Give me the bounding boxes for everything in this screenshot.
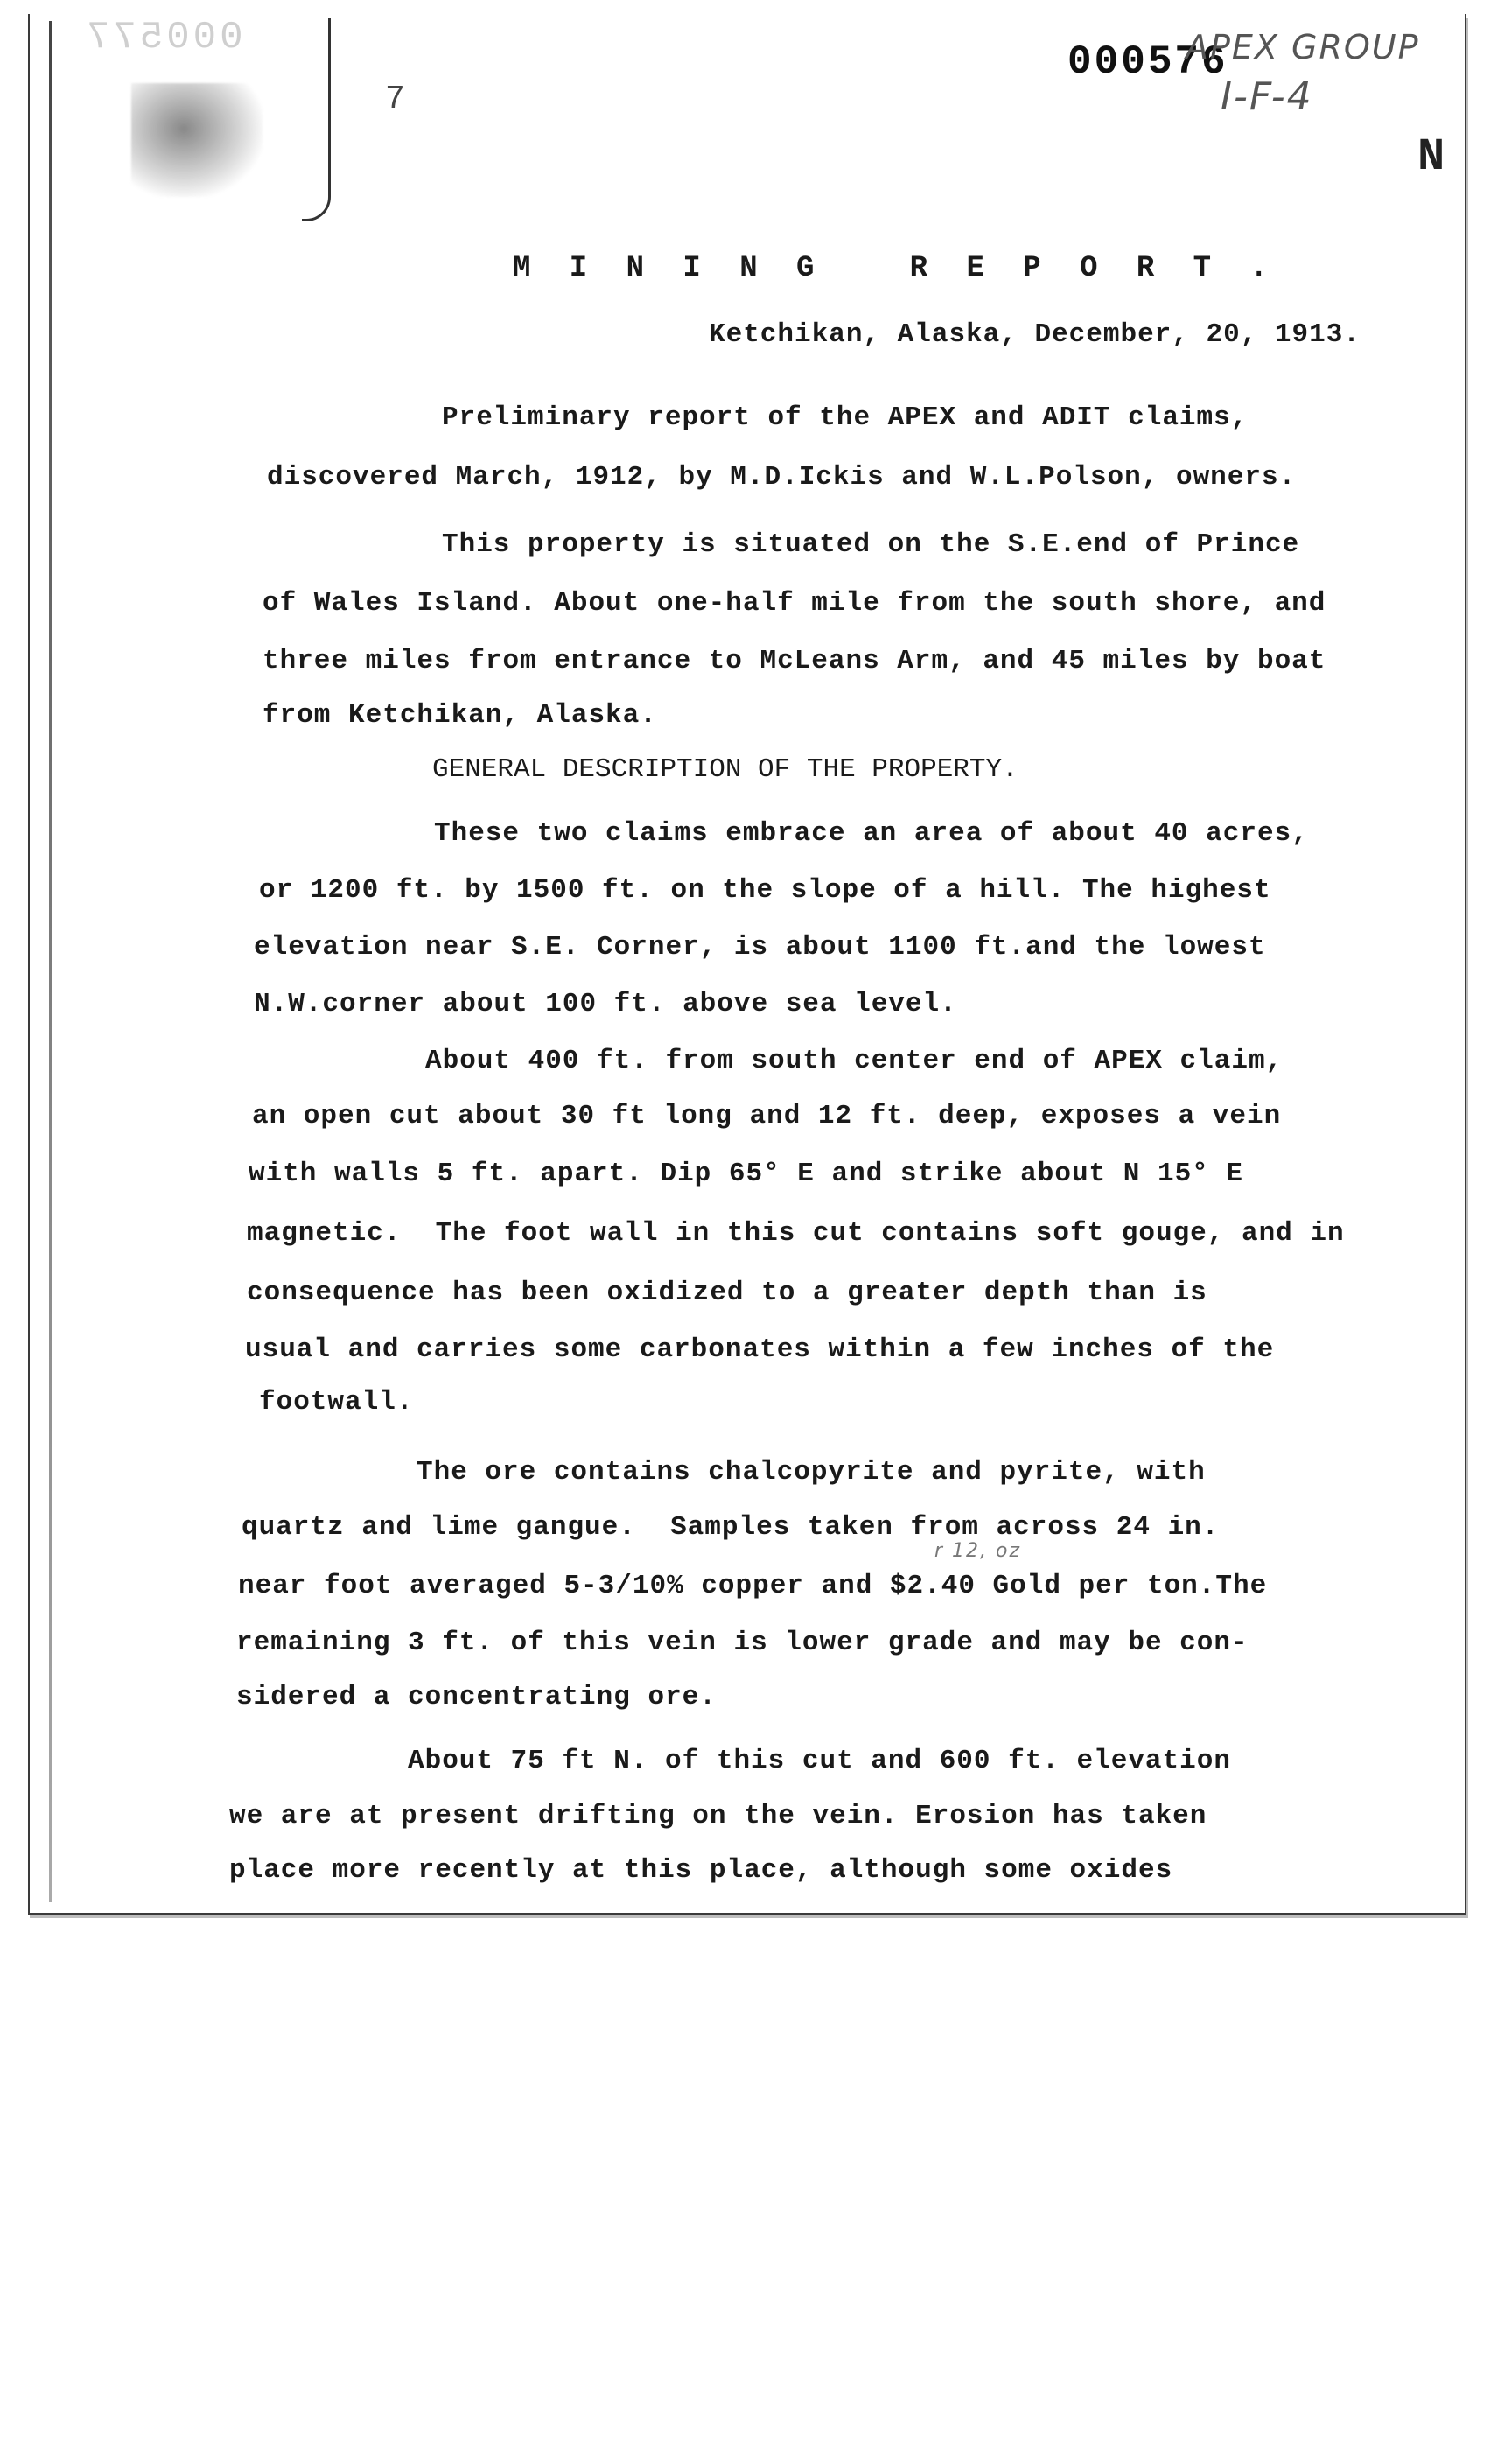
- page-edge-shadow: [49, 21, 52, 1902]
- text-line: magnetic. The foot wall in this cut contains soft gouge, and in: [247, 1218, 1345, 1249]
- handwritten-margin-note: r 12, oz: [934, 1540, 1022, 1562]
- text-line: elevation near S.E. Corner, is about 1100 ft.and the lowest: [254, 932, 1266, 962]
- dateline: Ketchikan, Alaska, December, 20, 1913.: [709, 319, 1361, 350]
- section-heading: GENERAL DESCRIPTION OF THE PROPERTY.: [432, 754, 1018, 785]
- bleed-through-number: 000577: [83, 16, 243, 60]
- text-line: we are at present drifting on the vein. Erosion has taken: [229, 1801, 1208, 1831]
- text-line: an open cut about 30 ft long and 12 ft. deep, exposes a vein: [252, 1101, 1282, 1131]
- text-line: These two claims embrace an area of about 40 acres,: [434, 818, 1309, 849]
- text-line: About 75 ft N. of this cut and 600 ft. elevation: [408, 1746, 1231, 1776]
- text-line: from Ketchikan, Alaska.: [262, 700, 657, 731]
- report-title: M I N I N G R E P O R T .: [513, 252, 1278, 285]
- text-line: sidered a concentrating ore.: [236, 1682, 717, 1712]
- text-line: near foot averaged 5-3/10% copper and $2.40 Gold per ton.The: [238, 1571, 1268, 1601]
- text-line: This property is situated on the S.E.end of Prince: [442, 529, 1300, 560]
- text-line: quartz and lime gangue. Samples taken from across 24 in.: [242, 1512, 1220, 1543]
- scan-smudge: [131, 83, 262, 197]
- text-line: Preliminary report of the APEX and ADIT claims,: [442, 402, 1249, 433]
- text-line: The ore contains chalcopyrite and pyrite, with: [416, 1457, 1206, 1488]
- text-line: About 400 ft. from south center end of APEX claim,: [425, 1046, 1284, 1076]
- corner-mark: N: [1418, 131, 1446, 183]
- text-line: usual and carries some carbonates within a few inches of the: [245, 1334, 1275, 1365]
- text-line: place more recently at this place, although some oxides: [229, 1855, 1173, 1886]
- text-line: discovered March, 1912, by M.D.Ickis and W.L.Polson, owners.: [267, 462, 1297, 493]
- text-line: with walls 5 ft. apart. Dip 65° E and strike about N 15° E: [248, 1158, 1243, 1189]
- text-line: three miles from entrance to McLeans Arm, and 45 miles by boat: [262, 646, 1326, 676]
- text-line: consequence has been oxidized to a greater depth than is: [247, 1278, 1208, 1308]
- stamp-number: 000576: [1068, 39, 1228, 85]
- text-line: or 1200 ft. by 1500 ft. on the slope of a hill. The highest: [259, 875, 1271, 906]
- text-line: remaining 3 ft. of this vein is lower grade and may be con-: [236, 1628, 1249, 1658]
- page-mark: 7: [385, 80, 405, 118]
- text-line: of Wales Island. About one-half mile from the south shore, and: [262, 588, 1326, 619]
- text-line: N.W.corner about 100 ft. above sea level.: [254, 989, 957, 1019]
- text-line: footwall.: [259, 1387, 414, 1418]
- binding-bracket: [302, 18, 331, 221]
- handwritten-code: I-F-4: [1221, 74, 1313, 119]
- handwritten-group-label: APEX GROUP: [1186, 28, 1420, 66]
